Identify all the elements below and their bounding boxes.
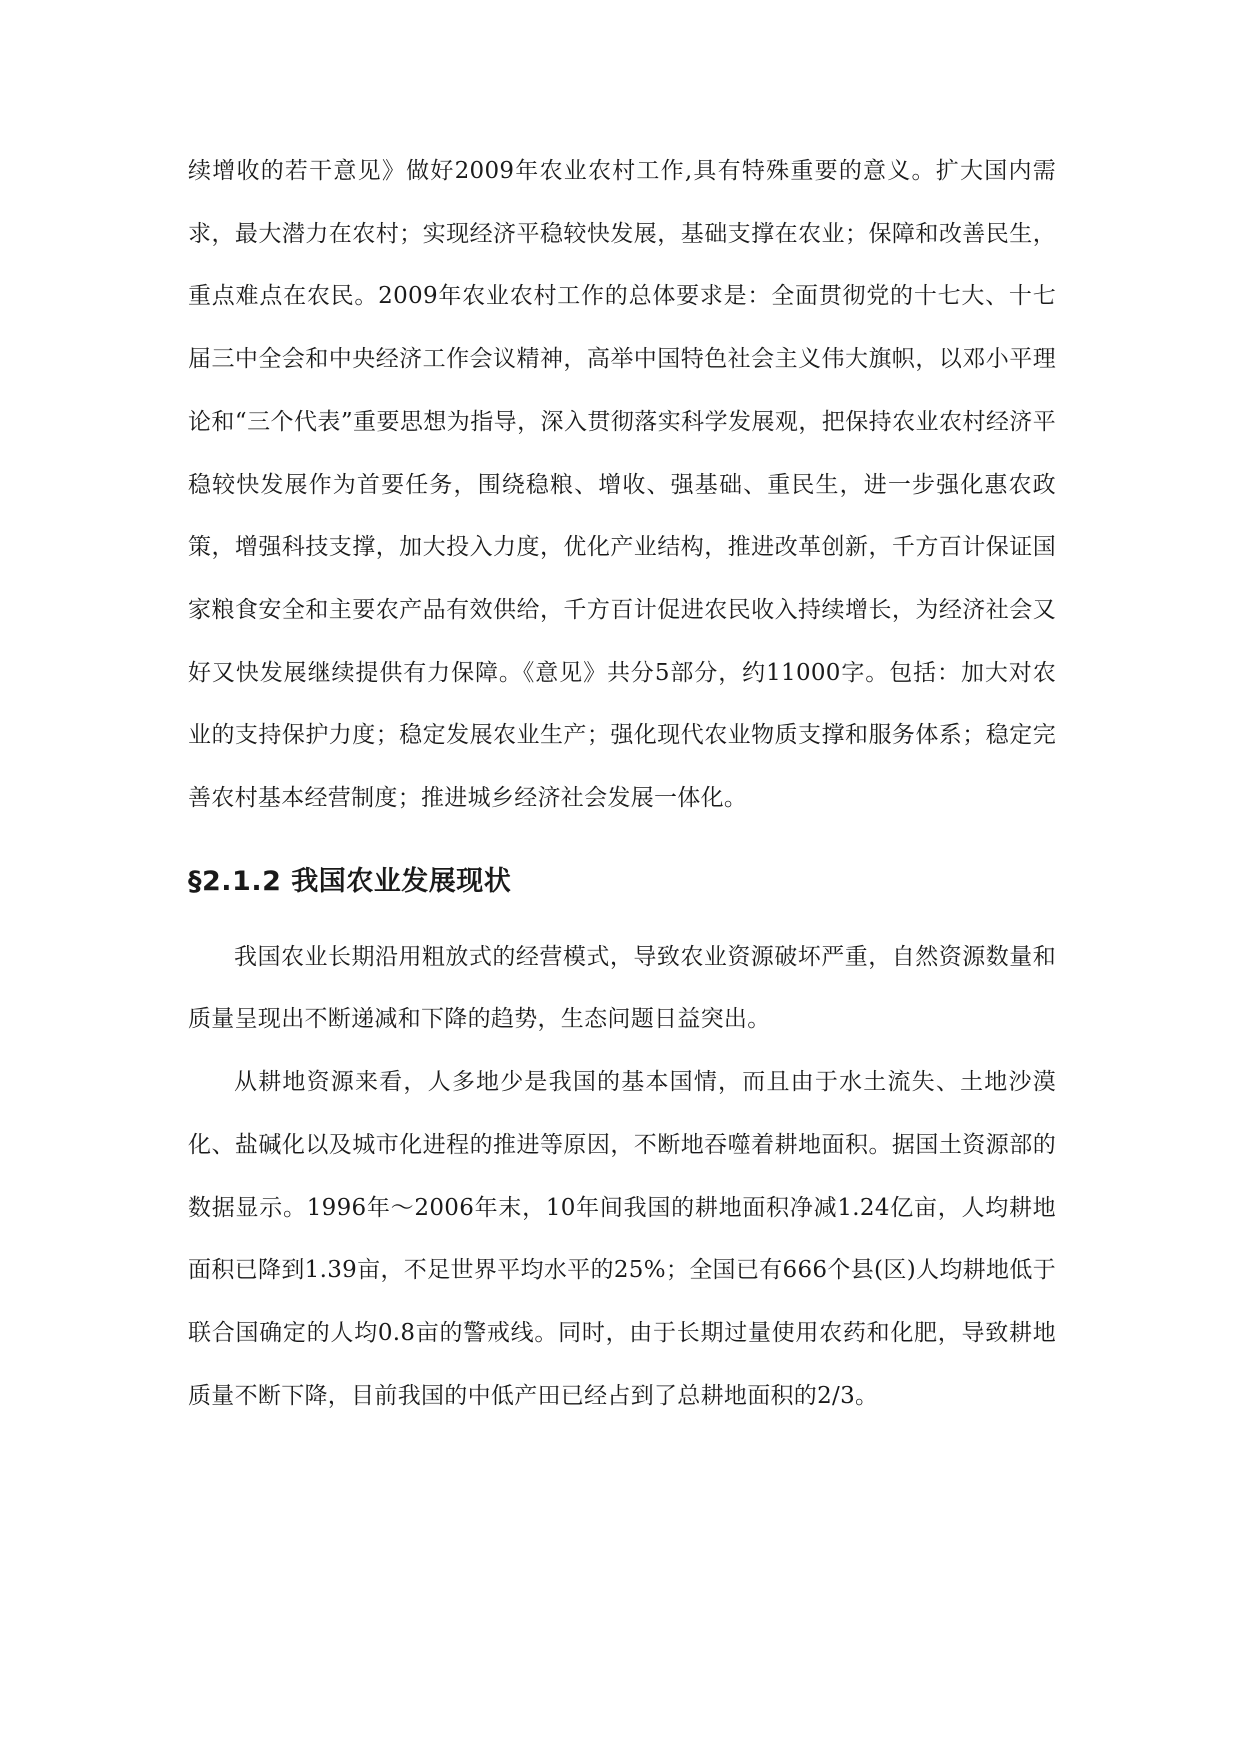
document-page [188, 140, 1056, 1427]
section-heading: §2.1.2 我国农业发展现状 [188, 865, 512, 897]
paragraph-farmland-resources: 从耕地资源来看，人多地少是我国的基本国情，而且由于水土流失、土地沙漠化、盐碱化以及城市化进程的推进等原因，不断地吞噬着耕地面积。据国土资源部的数据显示。1996年～2006年末，10年间我国的耕地面积净减1.24亿亩，人均耕地面积已降到1.39亩，不足世界平均水平的25%；全国已有666个县(区)人均耕地低于联合国确定的人均0.8亩的警戒线。同时，由于长期过量使用农药和化肥，导致耕地质量不断下降，目前我国的中低产田已经占到了总耕地面积的2/3。 [188, 1069, 1056, 1409]
paragraph-policy-continuation: 续增收的若干意见》做好2009年农业农村工作,具有特殊重要的意义。扩大国内需求，最大潜力在农村；实现经济平稳较快发展，基础支撑在农业；保障和改善民生，重点难点在农民。2009年农业农村工作的总体要求是：全面贯彻党的十七大、十七届三中全会和中央经济工作会议精神，高举中国特色社会主义伟大旗帜，以邓小平理论和“三个代表”重要思想为指导，深入贯彻落实科学发展观，把保持农业农村经济平稳较快发展作为首要任务，围绕稳粮、增收、强基础、重民生，进一步强化惠农政策，增强科技支撑，加大投入力度，优化产业结构，推进改革创新，千方百计保证国家粮食安全和主要农产品有效供给，千方百计促进农民收入持续增长，为经济社会又好又快发展继续提供有力保障。《意见》共分5部分，约11000字。包括：加大对农业的支持保护力度；稳定发展农业生产；强化现代农业物质支撑和服务体系；稳定完善农村基本经营制度；推进城乡经济社会发展一体化。 [188, 158, 1056, 812]
paragraph-agriculture-overview: 我国农业长期沿用粗放式的经营模式，导致农业资源破坏严重，自然资源数量和质量呈现出不断递减和下降的趋势，生态问题日益突出。 [188, 943, 1056, 1033]
